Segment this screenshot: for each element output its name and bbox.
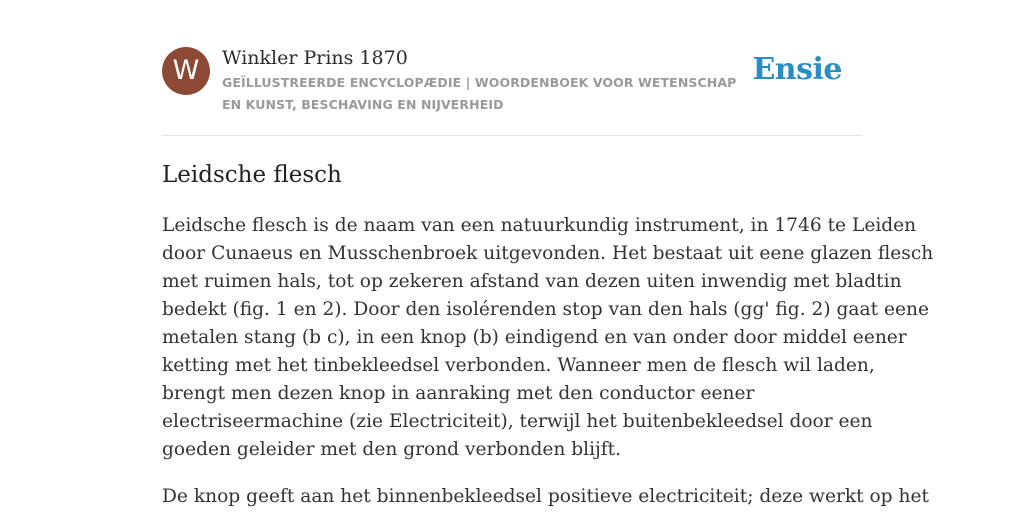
- paragraph-line: door Cunaeus en Musschenbroek uitgevonden. Het bestaat uit eene glazen flesch: [162, 243, 934, 264]
- source-subtitle: GEÏLLUSTREERDE ENCYCLOPÆDIE | WOORDENBOEK VOOR WETENSCHAP EN KUNST, BESCHAVING EN NIJVERHEID: [222, 75, 737, 112]
- header-divider: [162, 135, 862, 136]
- ensie-logo[interactable]: Ensie: [752, 52, 842, 87]
- paragraph-line: brengt men dezen knop in aanraking met den conductor eener: [162, 383, 755, 404]
- paragraph-line: bedekt (fig. 1 en 2). Door den isolérenden stop van den hals (gg' fig. 2) gaat eene: [162, 299, 929, 320]
- source-header: [162, 46, 862, 136]
- article-body: [162, 212, 934, 512]
- source-title[interactable]: Winkler Prins 1870: [222, 47, 408, 69]
- paragraph-line: ketting met het tinbekleedsel verbonden. Wanneer men de flesch wil laden,: [162, 355, 875, 376]
- paragraph-line: goeden geleider met den grond verbonden blijft.: [162, 439, 622, 460]
- paragraph-line: Leidsche flesch is de naam van een natuurkundig instrument, in 1746 te Leiden: [162, 215, 917, 236]
- paragraph-line: electriseermachine (zie Electriciteit), terwijl het buitenbekleedsel door een: [162, 411, 873, 432]
- paragraph-line: De knop geeft aan het binnenbekleedsel positieve electriciteit; deze werkt op het: [162, 486, 929, 507]
- paragraph-line: metalen stang (b c), in een knop (b) eindigend en van onder door middel eener: [162, 327, 907, 348]
- paragraph-2: [162, 483, 929, 511]
- source-avatar: W: [162, 47, 210, 95]
- paragraph-line: met ruimen hals, tot op zekeren afstand van dezen uiten inwendig met bladtin: [162, 271, 902, 292]
- article-title: Leidsche flesch: [162, 162, 342, 188]
- paragraph-1: [162, 212, 934, 464]
